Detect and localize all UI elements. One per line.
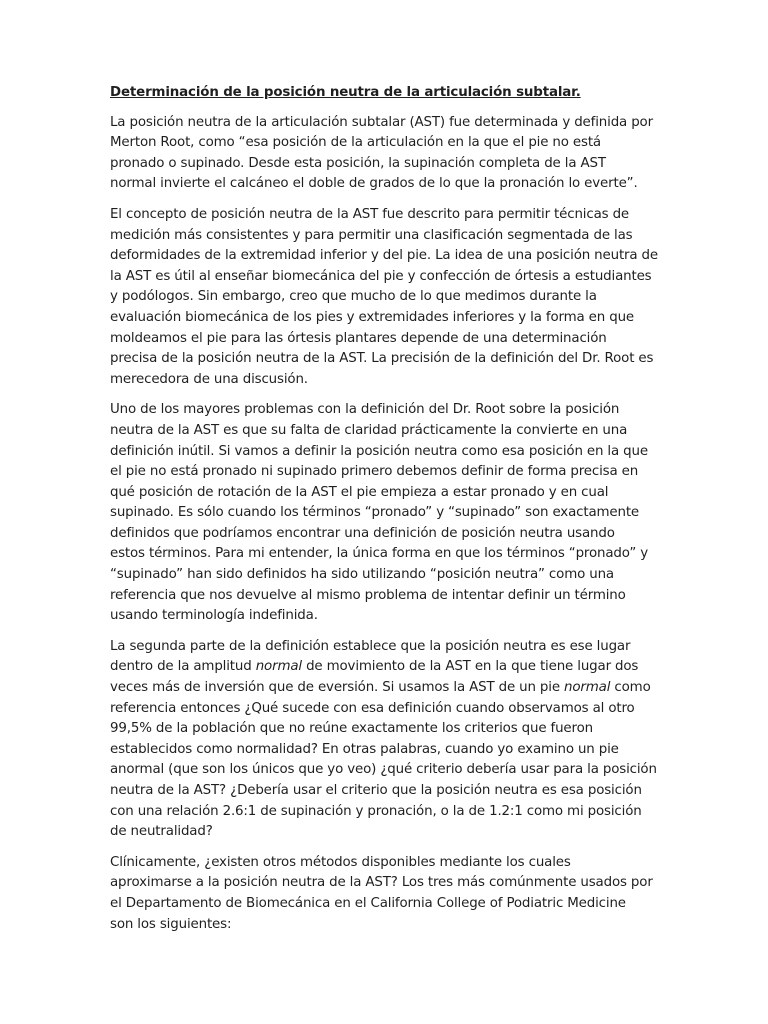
text-line: [110, 421, 660, 442]
text-line: [110, 699, 660, 720]
text-line: [110, 308, 660, 329]
text-line: [110, 462, 660, 483]
text-run: como: [610, 680, 651, 696]
text-line: [110, 133, 660, 154]
text-line: [110, 873, 660, 894]
text-line: [110, 678, 660, 699]
text-line: [110, 802, 660, 823]
text-line: [110, 400, 660, 421]
paragraph: [110, 853, 660, 935]
text-run: pronado o supinado. Desde esta posición, la supinación completa de la AST: [110, 155, 606, 171]
text-run: Merton Root, como “esa posición de la articulación en la que el pie no está: [110, 135, 601, 151]
text-run: el pie no está pronado ni supinado primero debemos definir de forma precisa en: [110, 464, 639, 480]
text-line: [110, 781, 660, 802]
text-line: [110, 113, 660, 134]
text-run: dentro de la amplitud: [110, 659, 256, 675]
text-run: merecedora de una discusión.: [110, 371, 308, 387]
text-line: [110, 637, 660, 658]
text-run: neutra de la AST es que su falta de claridad prácticamente la convierte en una: [110, 422, 628, 438]
text-line: [110, 565, 660, 586]
text-line: [110, 226, 660, 247]
text-run: anormal (que son los únicos que yo veo) ¿qué criterio debería usar para la posición: [110, 762, 657, 778]
paragraph: [110, 205, 660, 390]
text-run: 99,5% de la población que no reúne exactamente los criterios que fueron: [110, 721, 593, 737]
text-line: [110, 894, 660, 915]
text-run: Uno de los mayores problemas con la definición del Dr. Root sobre la posición: [110, 402, 620, 418]
text-run: La segunda parte de la definición establece que la posición neutra es ese lugar: [110, 638, 631, 654]
text-run: veces más de inversión que de eversión. Si usamos la AST de un pie: [110, 680, 565, 696]
text-line: [110, 287, 660, 308]
text-run: precisa de la posición neutra de la AST. La precisión de la definición del Dr. Root es: [110, 351, 654, 367]
text-line: [110, 719, 660, 740]
text-run: estos términos. Para mi entender, la única forma en que los términos “pronado” y: [110, 546, 649, 562]
text-run: referencia entonces ¿Qué sucede con esa definición cuando observamos al otro: [110, 700, 635, 716]
text-run: de neutralidad?: [110, 824, 213, 840]
italic-text: normal: [255, 659, 302, 675]
text-run: deformidades de la extremidad inferior y del pie. La idea de una posición neutra de: [110, 248, 658, 264]
text-run: moldeamos el pie para las órtesis plantares depende de una determinación: [110, 330, 607, 346]
text-line: [110, 370, 660, 391]
text-line: [110, 740, 660, 761]
text-run: “supinado” han sido definidos ha sido utilizando “posición neutra” como una: [110, 567, 614, 583]
text-run: la AST es útil al enseñar biomecánica del pie y confección de órtesis a estudiantes: [110, 268, 652, 284]
text-run: son los siguientes:: [110, 916, 232, 932]
text-line: [110, 760, 660, 781]
text-line: [110, 349, 660, 370]
text-line: [110, 246, 660, 267]
paragraph: [110, 637, 660, 843]
text-line: [110, 329, 660, 350]
text-run: supinado. Es sólo cuando los términos “pronado” y “supinado” son exactamente: [110, 505, 640, 521]
text-line: [110, 606, 660, 627]
text-line: [110, 586, 660, 607]
text-run: usando terminología indefinida.: [110, 608, 318, 624]
text-line: [110, 267, 660, 288]
text-line: [110, 442, 660, 463]
text-line: [110, 915, 660, 936]
text-line: [110, 483, 660, 504]
text-line: [110, 503, 660, 524]
text-run: definidos que podríamos encontrar una definición de posición neutra usando: [110, 525, 615, 541]
text-run: Clínicamente, ¿existen otros métodos disponibles mediante los cuales: [110, 854, 571, 870]
document-body: [110, 113, 660, 936]
text-run: definición inútil. Si vamos a definir la posición neutra como esa posición en la que: [110, 443, 648, 459]
text-run: el Departamento de Biomecánica en el California College of Podiatric Medicine: [110, 895, 626, 911]
document-title: Determinación de la posición neutra de la articulación subtalar.: [110, 85, 581, 100]
text-run: con una relación 2.6:1 de supinación y pronación, o la de 1.2:1 como mi posición: [110, 803, 642, 819]
text-run: neutra de la AST? ¿Debería usar el criterio que la posición neutra es esa posición: [110, 783, 642, 798]
text-run: evaluación biomecánica de los pies y extremidades inferiores y la forma en que: [110, 309, 634, 325]
text-run: normal invierte el calcáneo el doble de grados de lo que la pronación lo everte”.: [110, 176, 638, 192]
text-run: referencia que nos devuelve al mismo problema de intentar definir un término: [110, 587, 626, 603]
text-line: [110, 822, 660, 843]
text-run: y podólogos. Sin embargo, creo que mucho de lo que medimos durante la: [110, 289, 597, 305]
text-line: [110, 544, 660, 565]
paragraph: [110, 400, 660, 627]
text-line: [110, 154, 660, 175]
italic-text: normal: [564, 680, 611, 696]
text-line: [110, 205, 660, 226]
text-run: La posición neutra de la articulación subtalar (AST) fue determinada y definida por: [110, 114, 653, 130]
text-run: El concepto de posición neutra de la AST fue descrito para permitir técnicas de: [110, 206, 630, 222]
document-page: [110, 83, 660, 945]
text-run: qué posición de rotación de la AST el pie empieza a estar pronado y en cual: [110, 484, 609, 500]
text-run: de movimiento de la AST en la que tiene lugar dos: [301, 659, 639, 675]
text-line: [110, 174, 660, 195]
text-line: [110, 853, 660, 874]
text-run: establecidos como normalidad? En otras palabras, cuando yo examino un pie: [110, 741, 619, 757]
text-run: medición más consistentes y para permitir una clasificación segmentada de las: [110, 227, 633, 243]
paragraph: [110, 113, 660, 195]
text-run: aproximarse a la posición neutra de la AST? Los tres más comúnmente usados por: [110, 875, 653, 891]
text-line: [110, 657, 660, 678]
text-line: [110, 524, 660, 545]
